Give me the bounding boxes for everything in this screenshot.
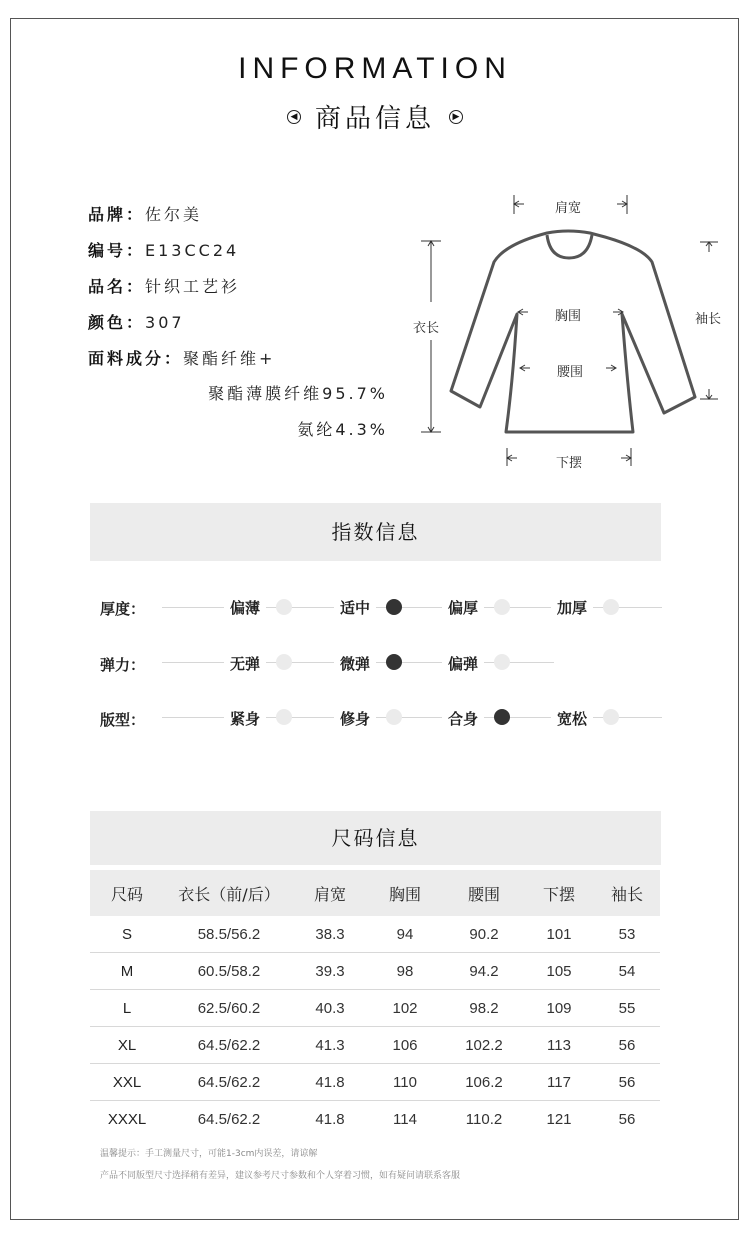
cell-chest: 98 xyxy=(366,953,444,990)
elasticity-option: 无弹 xyxy=(224,653,266,674)
cell-hem: 109 xyxy=(524,990,594,1027)
cell-hem: 117 xyxy=(524,1064,594,1101)
thickness-option: 加厚 xyxy=(551,597,593,618)
cell-size: XXXL xyxy=(107,1110,147,1128)
note-size-advice: 产品不同版型尺寸选择稍有差异，建议参考尺寸参数和个人穿着习惯，如有疑问请联系客服 xyxy=(100,1171,461,1181)
fit-option: 合身 xyxy=(442,708,484,729)
fabric-line1: 聚酯纤维+ xyxy=(183,349,276,368)
cell-size: M xyxy=(90,953,164,990)
right-arrow-icon: ▶ xyxy=(449,110,463,124)
cell-shoulder: 39.3 xyxy=(294,953,366,990)
cell-hem: 101 xyxy=(524,916,594,953)
info-brand xyxy=(88,202,202,225)
thickness-dot xyxy=(494,599,510,615)
header-hem: 下摆 xyxy=(524,870,594,916)
thickness-dot xyxy=(386,599,402,615)
brand-label: 品牌： xyxy=(88,205,146,224)
table-row xyxy=(90,990,660,1027)
info-name xyxy=(88,274,240,297)
thickness-option: 适中 xyxy=(334,597,376,618)
fit-dot xyxy=(494,709,510,725)
color-label: 颜色： xyxy=(88,313,146,332)
title-english: INFORMATION xyxy=(238,52,512,85)
title-chinese-text: 商品信息 xyxy=(314,104,435,134)
cell-waist: 98.2 xyxy=(444,990,524,1027)
info-fabric xyxy=(88,346,275,369)
fabric-line2: 聚酯薄膜纤维95.7% xyxy=(208,384,388,403)
table-row xyxy=(90,916,660,953)
cell-length: 62.5/60.2 xyxy=(164,990,294,1027)
cell-size: L xyxy=(90,990,164,1027)
table-row xyxy=(90,1027,660,1064)
cell-chest: 94 xyxy=(366,916,444,953)
header-shoulder: 肩宽 xyxy=(294,870,366,916)
elasticity-dot xyxy=(276,654,292,670)
cell-chest: 102 xyxy=(366,990,444,1027)
cell-hem: 121 xyxy=(546,1110,572,1128)
fit-dot xyxy=(603,709,619,725)
size-table xyxy=(90,870,660,1137)
cell-hem: 105 xyxy=(524,953,594,990)
thickness-label: 厚度： xyxy=(100,600,146,618)
brand-value: 佐尔美 xyxy=(145,205,203,224)
thickness-dot xyxy=(603,599,619,615)
cell-sleeve: 56 xyxy=(594,1064,660,1101)
cell-length: 64.5/62.2 xyxy=(164,1027,294,1064)
name-value: 针织工艺衫 xyxy=(145,277,241,296)
cell-shoulder: 40.3 xyxy=(294,990,366,1027)
cell-shoulder: 41.3 xyxy=(294,1027,366,1064)
cell-shoulder: 38.3 xyxy=(294,916,366,953)
cell-chest: 106 xyxy=(366,1027,444,1064)
thickness-option: 偏薄 xyxy=(224,597,266,618)
name-label: 品名： xyxy=(88,277,146,296)
header-sleeve: 袖长 xyxy=(594,870,660,916)
cell-chest: 114 xyxy=(393,1110,417,1128)
elasticity-dot xyxy=(386,654,402,670)
cell-chest: 110 xyxy=(366,1064,444,1101)
info-color xyxy=(88,310,185,333)
cell-length: 64.5/62.2 xyxy=(197,1110,261,1128)
title-chinese xyxy=(0,98,750,135)
fit-option: 紧身 xyxy=(224,708,266,729)
cell-length: 64.5/62.2 xyxy=(164,1064,294,1101)
label-hem: 下摆 xyxy=(556,456,583,471)
table-row xyxy=(90,1101,660,1138)
elasticity-option: 微弹 xyxy=(334,653,376,674)
elasticity-label: 弹力： xyxy=(100,656,146,674)
left-arrow-icon: ◀ xyxy=(287,110,301,124)
cell-length: 60.5/58.2 xyxy=(164,953,294,990)
elasticity-dot xyxy=(494,654,510,670)
fit-option: 修身 xyxy=(334,708,376,729)
code-value: E13CC24 xyxy=(145,241,240,260)
cell-hem: 113 xyxy=(524,1027,594,1064)
cell-sleeve: 54 xyxy=(594,953,660,990)
elasticity-option: 偏弹 xyxy=(442,653,484,674)
size-section-title: 尺码信息 xyxy=(90,811,661,865)
label-chest: 胸围 xyxy=(555,309,582,324)
fabric-label: 面料成分： xyxy=(88,349,184,368)
cell-size: XXL xyxy=(90,1064,164,1101)
note-tip: 温馨提示：手工测量尺寸，可能1-3cm内误差，请谅解 xyxy=(100,1149,318,1159)
size-table-header xyxy=(90,870,660,916)
cell-sleeve: 55 xyxy=(594,990,660,1027)
label-length: 衣长 xyxy=(413,321,440,336)
header-size: 尺码 xyxy=(90,870,164,916)
label-shoulder: 肩宽 xyxy=(555,201,582,216)
header-length: 衣长（前/后） xyxy=(164,870,294,916)
cell-waist: 102.2 xyxy=(444,1027,524,1064)
table-row xyxy=(90,953,660,990)
cell-shoulder: 41.8 xyxy=(294,1064,366,1101)
cell-sleeve: 56 xyxy=(594,1027,660,1064)
fit-option: 宽松 xyxy=(551,708,593,729)
thickness-option: 偏厚 xyxy=(442,597,484,618)
cell-length: 58.5/56.2 xyxy=(164,916,294,953)
sweater-outline-icon xyxy=(451,231,695,432)
fabric-line3: 氨纶4.3% xyxy=(297,420,388,439)
label-waist: 腰围 xyxy=(557,365,584,380)
header-chest: 胸围 xyxy=(366,870,444,916)
thickness-dot xyxy=(276,599,292,615)
code-label: 编号： xyxy=(88,241,146,260)
garment-diagram xyxy=(400,190,740,480)
header-waist: 腰围 xyxy=(444,870,524,916)
color-value: 307 xyxy=(145,313,185,332)
collar-icon xyxy=(547,235,592,258)
fit-label: 版型： xyxy=(100,711,146,729)
cell-size: S xyxy=(90,916,164,953)
cell-waist: 106.2 xyxy=(444,1064,524,1101)
index-section-title: 指数信息 xyxy=(90,503,661,561)
cell-size: XL xyxy=(90,1027,164,1064)
fit-dot xyxy=(386,709,402,725)
label-sleeve: 袖长 xyxy=(695,312,722,327)
cell-waist: 90.2 xyxy=(444,916,524,953)
fit-dot xyxy=(276,709,292,725)
cell-waist: 94.2 xyxy=(444,953,524,990)
cell-shoulder: 41.8 xyxy=(315,1110,345,1128)
info-code xyxy=(88,238,239,261)
cell-sleeve: 53 xyxy=(594,916,660,953)
cell-waist: 110.2 xyxy=(465,1110,503,1128)
cell-sleeve: 56 xyxy=(618,1110,636,1128)
table-row xyxy=(90,1064,660,1101)
